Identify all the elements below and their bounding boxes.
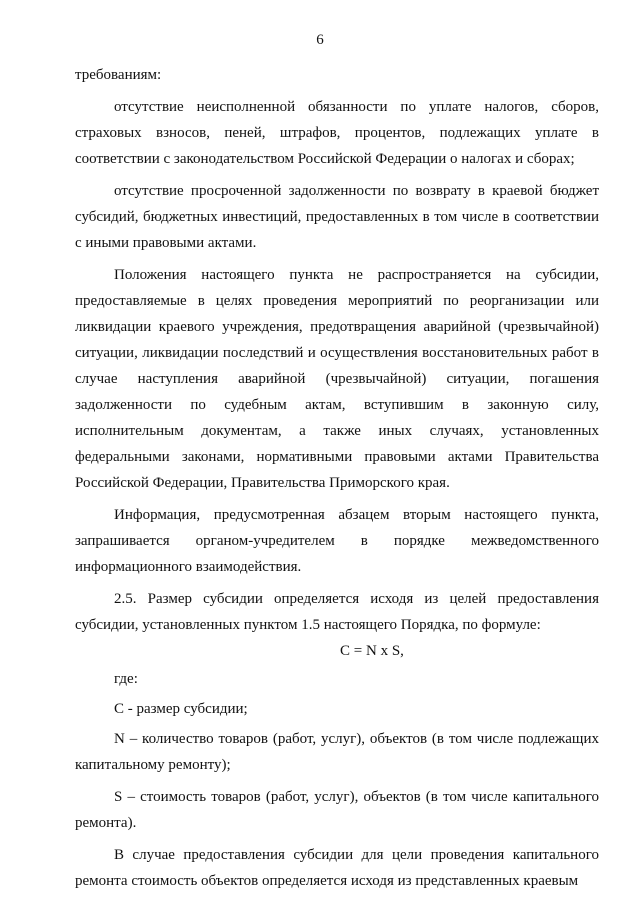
paragraph-information-request: Информация, предусмотренная абзацем вторым настоящего пункта, запрашивается органом-учредителем в порядке межведомственного информационного взаимодействия.: [75, 507, 599, 575]
paragraph-subsidy-size: 2.5. Размер субсидии определяется исходя из целей предоставления субсидии, установленных пунктом 1.5 настоящего Порядка, по формуле:: [75, 591, 599, 633]
formula-variable-s: S – стоимость товаров (работ, услуг), объектов (в том числе капитального ремонта).: [75, 789, 599, 831]
paragraph-exceptions: Положения настоящего пункта не распространяется на субсидии, предоставляемые в целях проведения мероприятий по реорганизации или ликвидации краевого учреждения, предотвращения аварийной (чрезвычайной) ситуации, ликвидации последствий и осуществления восстановительных работ в случае наступления аварийной (чрезвычайной) ситуации, погашения задолженности по судебным актам, вступившим в законную силу, исполнительным документам, а также иных случаях, установленных федеральными законами, нормативными правовыми актами Правительства Российской Федерации, Правительства Приморского края.: [75, 267, 599, 491]
subsidy-formula: C = N x S,: [340, 643, 404, 659]
paragraph-continuation: требованиям:: [75, 67, 162, 83]
formula-variable-c: C - размер субсидии;: [114, 701, 248, 717]
page-number: 6: [316, 32, 324, 48]
paragraph-no-overdue-debt: отсутствие просроченной задолженности по возврату в краевой бюджет субсидий, бюджетных инвестиций, предоставленных в том числе в соответствии с иными правовыми актами.: [75, 183, 599, 251]
formula-where-label: где:: [114, 671, 138, 687]
paragraph-no-tax-debt: отсутствие неисполненной обязанности по уплате налогов, сборов, страховых взносов, пеней, штрафов, процентов, подлежащих уплате в соответствии с законодательством Российской Федерации о налогах и сборах;: [75, 99, 599, 167]
paragraph-capital-repair: В случае предоставления субсидии для цели проведения капитального ремонта стоимость объектов определяется исходя из представленных краевым: [75, 847, 599, 889]
document-body: [75, 62, 599, 894]
formula-variable-n: N – количество товаров (работ, услуг), объектов (в том числе подлежащих капитальному ремонту);: [75, 731, 599, 773]
